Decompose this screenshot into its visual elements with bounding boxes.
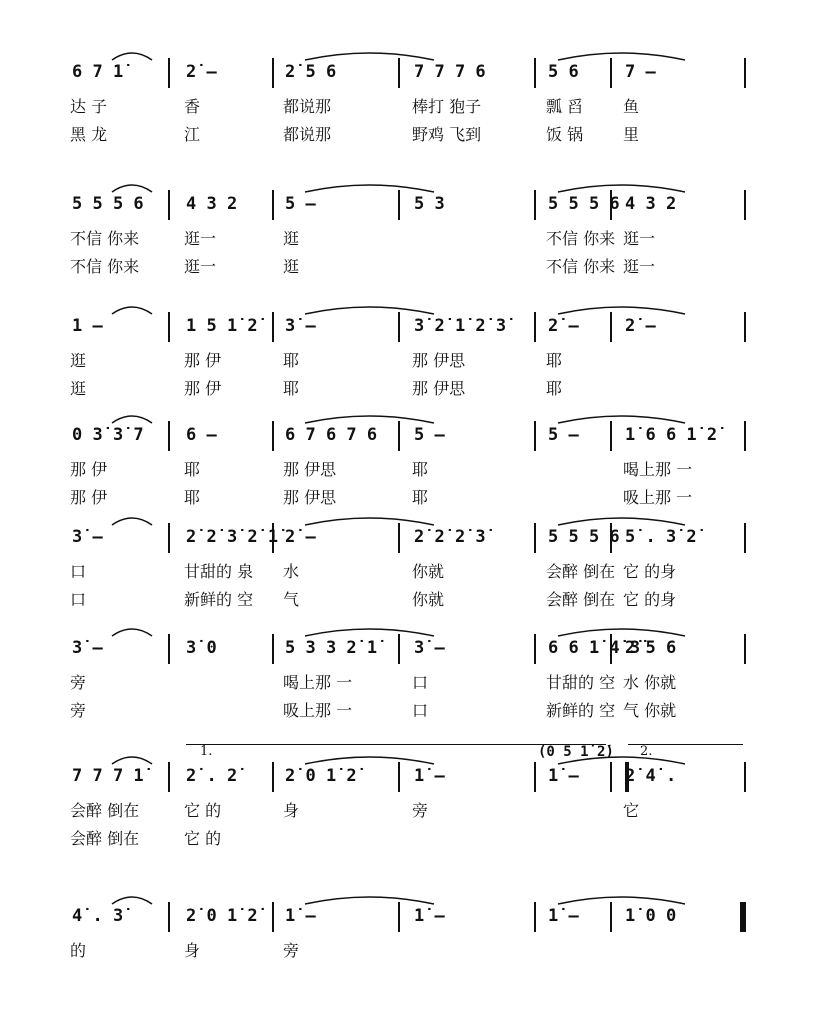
lyric-verse-1: 它 的 [184,801,222,820]
measure-notes: 1 5 1̇ 2̇ [186,316,258,336]
lyric-verse-2: 口 [70,590,87,609]
lyric-verse-2: 吸上那 一 [283,701,353,720]
slur-marks [0,178,823,238]
slur-arc [558,416,685,423]
slur-arc [305,518,434,525]
lyric-verse-2: 气 你就 [623,701,677,720]
measure-notes: 6 7 6 7 6 [285,425,378,445]
measure-notes: 5̇ . 3̇ 2̇ [625,527,697,547]
measure-notes: 1̇ – [548,906,579,926]
lyric-verse-1: 那 伊 [70,460,108,479]
lyric-verse-2: 江 [184,125,201,144]
measure-notes: 7 7 7 6 [414,62,486,82]
lyric-verse-2: 它 的身 [623,590,677,609]
measure-notes: 6 6 1̇ 4̇ 3̇ [548,638,641,658]
slur-marks [0,890,823,950]
lyric-verse-1: 耶 [546,351,563,370]
measure-notes: 5 5 5 6 [548,194,620,214]
lyric-verse-2: 不信 你来 [546,257,616,276]
measure-notes: 2̇ – [548,316,579,336]
lyric-verse-2: 你就 [412,590,445,609]
measure-notes: 2̇ 0 1̇ 2̇ [186,906,258,926]
measure-notes: 2̇ – [285,527,316,547]
slur-marks [0,511,823,571]
lyric-verse-2: 它 的 [184,829,222,848]
score-system [0,744,823,866]
lyric-verse-2: 新鲜的 空 [546,701,616,720]
measure-notes: 5 – [285,194,316,214]
slur-arc [558,307,685,314]
slur-arc [112,185,152,192]
lyric-verse-2: 旁 [70,701,87,720]
measure-notes: 3̇ – [414,638,445,658]
slur-arc [305,757,434,764]
measure-notes: 1̇ 0 0 [625,906,677,926]
measure-notes: 3̇ – [285,316,316,336]
measure-notes: 2̇ 2̇ 2̇ 3̇ [414,527,486,547]
lyric-verse-2: 那 伊 [70,488,108,507]
measure-notes: 2̇ . 2̇ [186,766,238,786]
slur-arc [305,53,434,60]
lyric-verse-2: 耶 [412,488,429,507]
slur-marks [0,409,823,469]
measure-notes: 5 6 [548,62,579,82]
lyric-verse-2: 耶 [283,379,300,398]
lyric-verse-1: 逛 [70,351,87,370]
lyric-verse-2: 口 [412,701,429,720]
slur-arc [305,307,434,314]
measure-notes: 1̇ – [414,766,445,786]
lyric-verse-1: 会醉 倒在 [546,562,616,581]
lyric-verse-2: 新鲜的 空 [184,590,254,609]
lyric-verse-2: 逛 [283,257,300,276]
lyric-verse-1: 耶 [184,460,201,479]
slur-arc [305,629,434,636]
ending-1-label: 1. [200,744,213,759]
lyric-verse-2: 逛 [70,379,87,398]
lyric-verse-2: 逛一 [184,257,217,276]
score-system [0,906,823,1006]
measure-notes: 5 – [414,425,445,445]
measure-notes: 5 3 3 2̇ 1̇ [285,638,378,658]
measure-notes: 1̇ – [285,906,316,926]
lyric-verse-2: 逛一 [623,257,656,276]
slur-arc [305,185,434,192]
slur-arc [112,629,152,636]
lyric-verse-1: 身 [283,801,300,820]
lyric-verse-2: 耶 [184,488,201,507]
lyric-verse-1: 口 [70,562,87,581]
slur-arc [112,53,152,60]
lyric-verse-1: 逛一 [184,229,217,248]
slur-marks [0,622,823,682]
slur-arc [558,518,685,525]
lyric-verse-1: 逛 [283,229,300,248]
slur-arc [112,416,152,423]
lyric-verse-1: 不信 你来 [546,229,616,248]
slur-marks [0,300,823,360]
ending-2-label: 2. [640,744,653,759]
slur-marks [0,750,823,810]
measure-notes: 2̇ – [186,62,217,82]
measure-notes: 5 5 5 6 [548,527,620,547]
lyric-verse-1: 那 伊思 [412,351,466,370]
lyric-verse-1: 你就 [412,562,445,581]
lyric-verse-1: 逛一 [623,229,656,248]
lyric-verse-1: 旁 [412,801,429,820]
lyric-verse-1: 它 [623,801,640,820]
lyric-verse-2: 饭 锅 [546,125,584,144]
measure-notes: 7 – [625,62,656,82]
lyric-verse-2: 那 伊 [184,379,222,398]
lyric-verse-2: 气 [283,590,300,609]
lyric-verse-2: 那 伊思 [283,488,337,507]
slur-marks [0,46,823,106]
measure-notes: 3̇ 2̇ 1̇ 2̇ 3̇ [414,316,507,336]
measure-notes: 5 – [548,425,579,445]
lyric-verse-1: 水 你就 [623,673,677,692]
measure-notes: 4 3 2 [625,194,677,214]
measure-notes: 7 7 7 1̇ [72,766,144,786]
measure-notes: 2̇ – [625,316,656,336]
measure-notes: 5 5 5 6 [72,194,144,214]
lyric-verse-1: 香 [184,97,201,116]
lyric-verse-1: 棒打 狍子 [412,97,482,116]
measure-notes: 6 – [186,425,217,445]
lyric-verse-2: 都说那 [283,125,332,144]
slur-arc [305,416,434,423]
lyric-verse-1: 鱼 [623,97,640,116]
measure-notes: 2̇ 0 1̇ 2̇ [285,766,357,786]
slur-arc [112,518,152,525]
lyric-verse-1: 那 伊思 [283,460,337,479]
score-system [0,527,823,627]
measure-notes: 5 3 [414,194,445,214]
slur-arc [558,185,685,192]
measure-notes: 2̇ 2̇ 3̇ 2̇ 1̇ [186,527,279,547]
slur-arc [558,629,685,636]
measure-notes: 4̇ . 3̇ [72,906,124,926]
lyric-verse-1: 喝上那 一 [283,673,353,692]
lyric-verse-2: 会醉 倒在 [70,829,140,848]
slur-arc [558,757,685,764]
lyric-verse-1: 的 [70,941,87,960]
lyric-verse-1: 瓢 舀 [546,97,584,116]
lyric-verse-1: 都说那 [283,97,332,116]
score-system [0,425,823,525]
measure-notes: 2̇ 4̇ . [625,766,677,786]
lyric-verse-1: 耶 [283,351,300,370]
slur-arc [112,307,152,314]
lyric-verse-2: 野鸡 飞到 [412,125,482,144]
lyric-verse-2: 吸上那 一 [623,488,693,507]
measure-notes: 1̇ 6 6 1̇ 2̇ [625,425,718,445]
lyric-verse-1: 身 [184,941,201,960]
slur-arc [558,53,685,60]
score-system [0,62,823,162]
lyric-verse-1: 口 [412,673,429,692]
slur-arc [558,897,685,904]
lyric-verse-1: 它 的身 [623,562,677,581]
lyric-verse-1: 旁 [283,941,300,960]
lyric-verse-2: 会醉 倒在 [546,590,616,609]
measure-notes: 0 3̇ 3̇ 7 [72,425,144,445]
score-system [0,638,823,738]
measure-notes: 2̇ 5 6 [625,638,677,658]
measure-notes: 3̇ 0 [186,638,217,658]
slur-arc [305,897,434,904]
measure-notes: 1̇ – [414,906,445,926]
lyric-verse-1: 喝上那 一 [623,460,693,479]
lyric-verse-1: 甘甜的 空 [546,673,616,692]
lyric-verse-1: 达 子 [70,97,108,116]
lyric-verse-1: 那 伊 [184,351,222,370]
score-system [0,316,823,416]
lyric-verse-1: 会醉 倒在 [70,801,140,820]
measure-notes: 2̇ 5 6 [285,62,337,82]
lyric-verse-2: 耶 [546,379,563,398]
measure-notes: 1̇ – [548,766,579,786]
lyric-verse-2: 不信 你来 [70,257,140,276]
pickup-notes: (0 5 1̇ 2̇) [538,744,614,760]
measure-notes: 3̇ – [72,527,103,547]
lyric-verse-2: 里 [623,125,640,144]
lyric-verse-1: 耶 [412,460,429,479]
lyric-verse-1: 旁 [70,673,87,692]
slur-arc [112,897,152,904]
lyric-verse-1: 不信 你来 [70,229,140,248]
lyric-verse-1: 甘甜的 泉 [184,562,254,581]
lyric-verse-2: 那 伊思 [412,379,466,398]
slur-arc [112,757,152,764]
score-system [0,194,823,294]
lyric-verse-1: 水 [283,562,300,581]
measure-notes: 1 – [72,316,103,336]
lyric-verse-2: 黑 龙 [70,125,108,144]
measure-notes: 4 3 2 [186,194,238,214]
measure-notes: 3̇ – [72,638,103,658]
measure-notes: 6 7 1̇ [72,62,124,82]
